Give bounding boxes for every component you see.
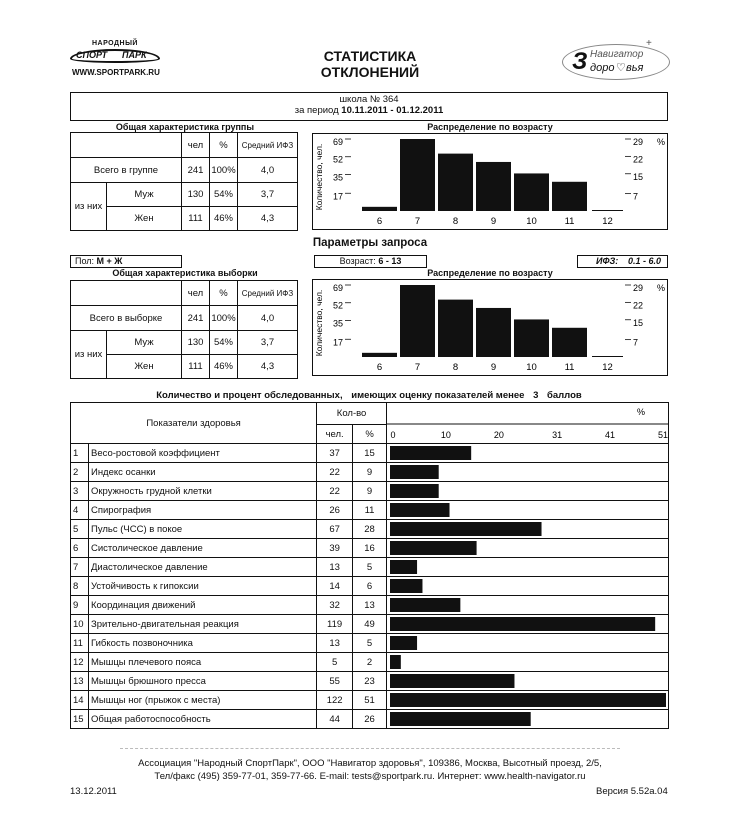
logo-plus: +	[646, 38, 652, 49]
indicator-bar-svg	[387, 634, 668, 652]
indicator-number: 1	[71, 444, 89, 463]
school-box	[70, 92, 668, 121]
group-female-ifz: 4,3	[238, 207, 298, 231]
indicator-bar-cell	[386, 444, 668, 463]
group-header-empty	[71, 133, 182, 158]
query-age-box	[314, 255, 427, 268]
indicator-bar-cell	[386, 615, 668, 634]
indicator-percent: 16	[353, 539, 387, 558]
query-sex-value: М + Ж	[96, 256, 123, 266]
indicators-header-axis	[386, 403, 668, 444]
indicator-name: Мышцы ног (прыжок с места)	[88, 691, 316, 710]
chart-right-tick-label: 29	[633, 283, 644, 293]
chart-bar-11	[552, 328, 587, 357]
indicator-row	[71, 577, 669, 596]
indicator-row	[71, 482, 669, 501]
indicator-bar	[390, 617, 655, 631]
query-title: Параметры запроса	[312, 237, 428, 249]
sportpark-logo	[70, 40, 180, 80]
indicators-header-percent: %	[353, 425, 387, 444]
chart-category-label: 12	[602, 216, 613, 227]
indicator-number: 4	[71, 501, 89, 520]
caption-suffix: баллов	[547, 390, 582, 401]
chart-left-tick-label: 69	[332, 283, 343, 293]
indicator-percent: 26	[353, 710, 387, 729]
indicator-bar-cell	[386, 710, 668, 729]
indicator-number: 13	[71, 672, 89, 691]
indicator-bar	[390, 636, 417, 650]
indicator-bar	[390, 522, 542, 536]
chart-bar-7	[400, 139, 435, 211]
indicator-bar-cell	[386, 691, 668, 710]
chart-right-tick-label: 7	[633, 191, 639, 202]
indicators-header-name: Показатели здоровья	[71, 403, 317, 444]
chart-left-tick-label: 17	[332, 191, 343, 202]
indicators-header-people: чел.	[317, 425, 353, 444]
chart-right-tick-label: 15	[633, 171, 644, 182]
chart-left-tick-label: 52	[332, 300, 343, 311]
indicator-bar-cell	[386, 634, 668, 653]
sample-female-percent: 46%	[210, 355, 238, 379]
chart-bar-9	[476, 308, 511, 357]
chart-right-tick-label: 15	[633, 317, 644, 328]
chart-bar-10	[514, 173, 549, 211]
axis-tick-label: 0	[390, 430, 396, 440]
chart-category-label: 8	[452, 216, 459, 227]
indicator-row	[71, 444, 669, 463]
chart-bar-8	[438, 154, 473, 211]
chart-category-label: 12	[602, 362, 613, 373]
indicator-row	[71, 672, 669, 691]
chart-bar-7	[400, 285, 435, 357]
indicator-people: 22	[317, 463, 353, 482]
indicator-row	[71, 691, 669, 710]
indicators-caption	[70, 390, 668, 401]
indicator-row	[71, 558, 669, 577]
footer-line2: Тел/факс (495) 359-77-01, 359-77-66. E-mail: tests@sportpark.ru. Интернет: www.health-navigator.ru	[154, 771, 586, 782]
chart-category-label: 6	[376, 216, 383, 227]
chart-category-label: 11	[564, 216, 575, 227]
indicator-bar	[390, 693, 666, 707]
indicator-name: Устойчивость к гипоксии	[88, 577, 316, 596]
indicator-bar-svg	[387, 444, 668, 462]
indicator-bar-cell	[386, 539, 668, 558]
indicator-bar	[390, 655, 401, 669]
indicator-number: 10	[71, 615, 89, 634]
footer-address	[80, 757, 660, 783]
group-header-ifz: Средний ИФЗ	[238, 133, 298, 158]
chart-right-tick-label: 7	[633, 337, 639, 348]
indicator-percent: 5	[353, 558, 387, 577]
indicator-number: 11	[71, 634, 89, 653]
indicator-bar-cell	[386, 501, 668, 520]
period-dates: 10.11.2011 - 01.12.2011	[341, 105, 444, 116]
indicator-bar	[390, 446, 471, 460]
sample-table	[70, 280, 298, 379]
indicator-bar-cell	[386, 558, 668, 577]
sample-header-people: чел	[182, 281, 210, 306]
indicator-name: Диастолическое давление	[88, 558, 316, 577]
indicator-people: 119	[317, 615, 353, 634]
indicator-bar-cell	[386, 653, 668, 672]
logo-main-right: ПАРК	[122, 50, 147, 60]
age-chart-2-title: Распределение по возрасту	[427, 268, 553, 278]
indicator-percent: 11	[353, 501, 387, 520]
axis-tick-label: 41	[605, 430, 616, 440]
sample-male-ifz: 3,7	[238, 331, 298, 355]
query-age-value: 6 - 13	[378, 256, 402, 266]
chart-category-label: 7	[414, 216, 421, 227]
indicator-number: 7	[71, 558, 89, 577]
indicator-name: Общая работоспособность	[88, 710, 316, 729]
query-sex-box	[70, 255, 182, 268]
indicator-name: Пульс (ЧСС) в покое	[88, 520, 316, 539]
indicator-row	[71, 710, 669, 729]
page-title-line2: ОТКЛОНЕНИЙ	[320, 64, 420, 80]
indicator-row	[71, 634, 669, 653]
chart-left-tick-label: 69	[332, 137, 343, 147]
indicator-bar	[390, 560, 417, 574]
caption-value: 3	[533, 390, 539, 401]
indicator-people: 44	[317, 710, 353, 729]
indicators-axis	[387, 403, 668, 443]
chart-bar-8	[438, 300, 473, 357]
indicator-row	[71, 539, 669, 558]
indicator-percent: 9	[353, 463, 387, 482]
sample-of-them: из них	[71, 331, 107, 379]
indicator-bar-svg	[387, 672, 668, 690]
group-of-them: из них	[71, 183, 107, 231]
indicator-percent: 6	[353, 577, 387, 596]
indicator-number: 3	[71, 482, 89, 501]
logo-big-letter: З	[572, 48, 588, 75]
health-navigator-logo	[560, 38, 675, 88]
group-total-percent: 100%	[210, 158, 238, 183]
page-title-line1: СТАТИСТИКА	[323, 48, 417, 64]
axis-tick-label: 51	[657, 430, 668, 440]
caption-middle: имеющих оценку показателей менее	[351, 390, 525, 401]
query-sex-label: Пол:	[75, 256, 95, 266]
group-male-people: 130	[182, 183, 210, 207]
indicator-bar-svg	[387, 596, 668, 614]
query-ifz-label: ИФЗ:	[596, 256, 619, 266]
chart-left-tick-label: 35	[332, 318, 343, 329]
indicator-bar-cell	[386, 463, 668, 482]
indicator-bar-svg	[387, 482, 668, 500]
indicator-bar-svg	[387, 501, 668, 519]
group-male-label: Муж	[107, 183, 182, 207]
group-male-ifz: 3,7	[238, 183, 298, 207]
school-period	[71, 105, 667, 116]
indicator-name: Мышцы брюшного пресса	[88, 672, 316, 691]
indicator-row	[71, 653, 669, 672]
indicator-bar-svg	[387, 463, 668, 481]
chart-right-tick-label: 22	[633, 300, 644, 311]
indicator-name: Весо-ростовой коэффициент	[88, 444, 316, 463]
indicator-number: 14	[71, 691, 89, 710]
indicator-row	[71, 520, 669, 539]
group-table	[70, 132, 298, 231]
chart-right-tick-label: 29	[633, 137, 644, 147]
chart-right-unit: %	[656, 283, 666, 293]
logo-health-right: вья	[626, 62, 644, 74]
indicator-bar-cell	[386, 482, 668, 501]
sample-male-percent: 54%	[210, 331, 238, 355]
query-age-label: Возраст:	[339, 256, 376, 266]
indicator-percent: 9	[353, 482, 387, 501]
caption-prefix: Количество и процент обследованных,	[156, 390, 343, 401]
indicator-number: 2	[71, 463, 89, 482]
age-chart-2	[312, 279, 668, 376]
indicator-people: 39	[317, 539, 353, 558]
group-female-label: Жен	[107, 207, 182, 231]
axis-tick-label: 31	[552, 430, 563, 440]
indicator-percent: 2	[353, 653, 387, 672]
chart-bar-6	[362, 353, 397, 357]
indicator-bar-svg	[387, 710, 668, 728]
sample-male-label: Муж	[107, 331, 182, 355]
query-ifz-box	[577, 255, 668, 268]
indicator-bar	[390, 674, 514, 688]
group-header-percent: %	[210, 133, 238, 158]
indicator-number: 5	[71, 520, 89, 539]
indicator-bar	[390, 712, 531, 726]
age-chart-1-title: Распределение по возрасту	[427, 122, 553, 132]
sample-title: Общая характеристика выборки	[112, 268, 258, 278]
indicator-name: Зрительно-двигательная реакция	[88, 615, 316, 634]
indicator-people: 55	[317, 672, 353, 691]
chart-left-tick-label: 35	[332, 172, 343, 183]
chart-ylabel: Количество, чел.	[314, 289, 324, 357]
chart-category-label: 6	[376, 362, 383, 373]
indicator-row	[71, 501, 669, 520]
indicator-name: Гибкость позвоночника	[88, 634, 316, 653]
sample-total-ifz: 4,0	[238, 306, 298, 331]
indicator-people: 14	[317, 577, 353, 596]
group-title: Общая характеристика группы	[115, 122, 255, 132]
sample-header-ifz: Средний ИФЗ	[238, 281, 298, 306]
footer-line1: Ассоциация "Народный СпортПарк", ООО "Навигатор здоровья", 109386, Москва, Высотный проезд, 2/5,	[138, 758, 602, 769]
indicator-bar-cell	[386, 672, 668, 691]
indicator-bar-svg	[387, 558, 668, 576]
school-name: школа № 364	[339, 94, 399, 105]
footer-divider	[120, 748, 620, 749]
group-header-people: чел	[182, 133, 210, 158]
indicator-number: 15	[71, 710, 89, 729]
chart-left-tick-label: 17	[332, 337, 343, 348]
axis-percent-symbol: %	[636, 407, 645, 417]
logo-top-text: НАРОДНЫЙ	[92, 40, 138, 47]
group-total-ifz: 4,0	[238, 158, 298, 183]
query-ifz-value: 0.1 - 6.0	[628, 256, 662, 266]
age-chart-1	[312, 133, 668, 230]
indicator-bar	[390, 484, 439, 498]
group-total-label: Всего в группе	[71, 158, 182, 183]
group-total-people: 241	[182, 158, 210, 183]
indicator-number: 6	[71, 539, 89, 558]
indicator-bar	[390, 503, 450, 517]
indicator-bar-svg	[387, 691, 668, 709]
chart-right-tick-label: 22	[633, 154, 644, 165]
indicator-name: Систолическое давление	[88, 539, 316, 558]
sample-female-people: 111	[182, 355, 210, 379]
indicator-name: Индекс осанки	[88, 463, 316, 482]
indicator-bar-svg	[387, 653, 668, 671]
chart-bar-10	[514, 319, 549, 357]
chart-ylabel: Количество, чел.	[314, 143, 324, 211]
footer-version: Версия 5.52а.04	[596, 786, 668, 797]
axis-tick-label: 20	[493, 430, 504, 440]
group-female-percent: 46%	[210, 207, 238, 231]
indicator-people: 13	[317, 558, 353, 577]
indicator-bar	[390, 598, 460, 612]
logo-main-left: СПОРТ	[76, 50, 108, 60]
sample-header-percent: %	[210, 281, 238, 306]
indicator-people: 67	[317, 520, 353, 539]
indicators-table	[70, 402, 669, 729]
indicator-bar	[390, 579, 422, 593]
indicator-bar-svg	[387, 539, 668, 557]
indicator-percent: 13	[353, 596, 387, 615]
period-prefix: за период	[294, 105, 339, 116]
indicator-name: Спирография	[88, 501, 316, 520]
chart-bar-6	[362, 207, 397, 211]
indicator-bar	[390, 541, 477, 555]
indicators-header-count: Кол-во	[317, 403, 387, 425]
footer-date: 13.12.2011	[70, 786, 117, 797]
indicator-percent: 5	[353, 634, 387, 653]
indicator-people: 32	[317, 596, 353, 615]
chart-left-tick-label: 52	[332, 154, 343, 165]
indicator-row	[71, 596, 669, 615]
indicator-percent: 23	[353, 672, 387, 691]
indicator-percent: 51	[353, 691, 387, 710]
sample-female-label: Жен	[107, 355, 182, 379]
indicator-bar-svg	[387, 615, 668, 633]
chart-right-unit: %	[656, 137, 666, 147]
indicator-percent: 49	[353, 615, 387, 634]
heart-icon: ♡	[616, 62, 626, 74]
indicator-people: 37	[317, 444, 353, 463]
indicator-bar	[390, 465, 439, 479]
indicator-name: Окружность грудной клетки	[88, 482, 316, 501]
chart-category-label: 9	[490, 362, 497, 373]
indicator-people: 22	[317, 482, 353, 501]
chart-bar-11	[552, 182, 587, 211]
indicator-people: 122	[317, 691, 353, 710]
indicator-name: Координация движений	[88, 596, 316, 615]
indicator-percent: 15	[353, 444, 387, 463]
sample-total-label: Всего в выборке	[71, 306, 182, 331]
sample-total-people: 241	[182, 306, 210, 331]
indicator-people: 26	[317, 501, 353, 520]
chart-category-label: 11	[564, 362, 575, 373]
chart-category-label: 7	[414, 362, 421, 373]
indicator-row	[71, 463, 669, 482]
indicators-body	[71, 444, 669, 729]
indicator-bar-cell	[386, 577, 668, 596]
indicator-number: 8	[71, 577, 89, 596]
indicator-people: 13	[317, 634, 353, 653]
indicator-name: Мышцы плечевого пояса	[88, 653, 316, 672]
chart-category-label: 9	[490, 216, 497, 227]
axis-tick-label: 10	[440, 430, 451, 440]
sample-header-empty	[71, 281, 182, 306]
indicator-bar-cell	[386, 596, 668, 615]
group-male-percent: 54%	[210, 183, 238, 207]
group-female-people: 111	[182, 207, 210, 231]
sample-male-people: 130	[182, 331, 210, 355]
page-title	[300, 48, 440, 80]
chart-bar-9	[476, 162, 511, 211]
indicator-number: 9	[71, 596, 89, 615]
sample-female-ifz: 4,3	[238, 355, 298, 379]
sample-total-percent: 100%	[210, 306, 238, 331]
indicator-bar-cell	[386, 520, 668, 539]
indicator-number: 12	[71, 653, 89, 672]
indicator-people: 5	[317, 653, 353, 672]
chart-category-label: 8	[452, 362, 459, 373]
site-url: WWW.SPORTPARK.RU	[72, 68, 160, 77]
logo-navigator-text: Навигатор	[590, 49, 644, 60]
logo-health-left: доро	[590, 62, 615, 74]
chart-category-label: 10	[526, 216, 537, 227]
indicator-bar-svg	[387, 520, 668, 538]
indicator-row	[71, 615, 669, 634]
indicator-bar-svg	[387, 577, 668, 595]
indicator-percent: 28	[353, 520, 387, 539]
chart-category-label: 10	[526, 362, 537, 373]
